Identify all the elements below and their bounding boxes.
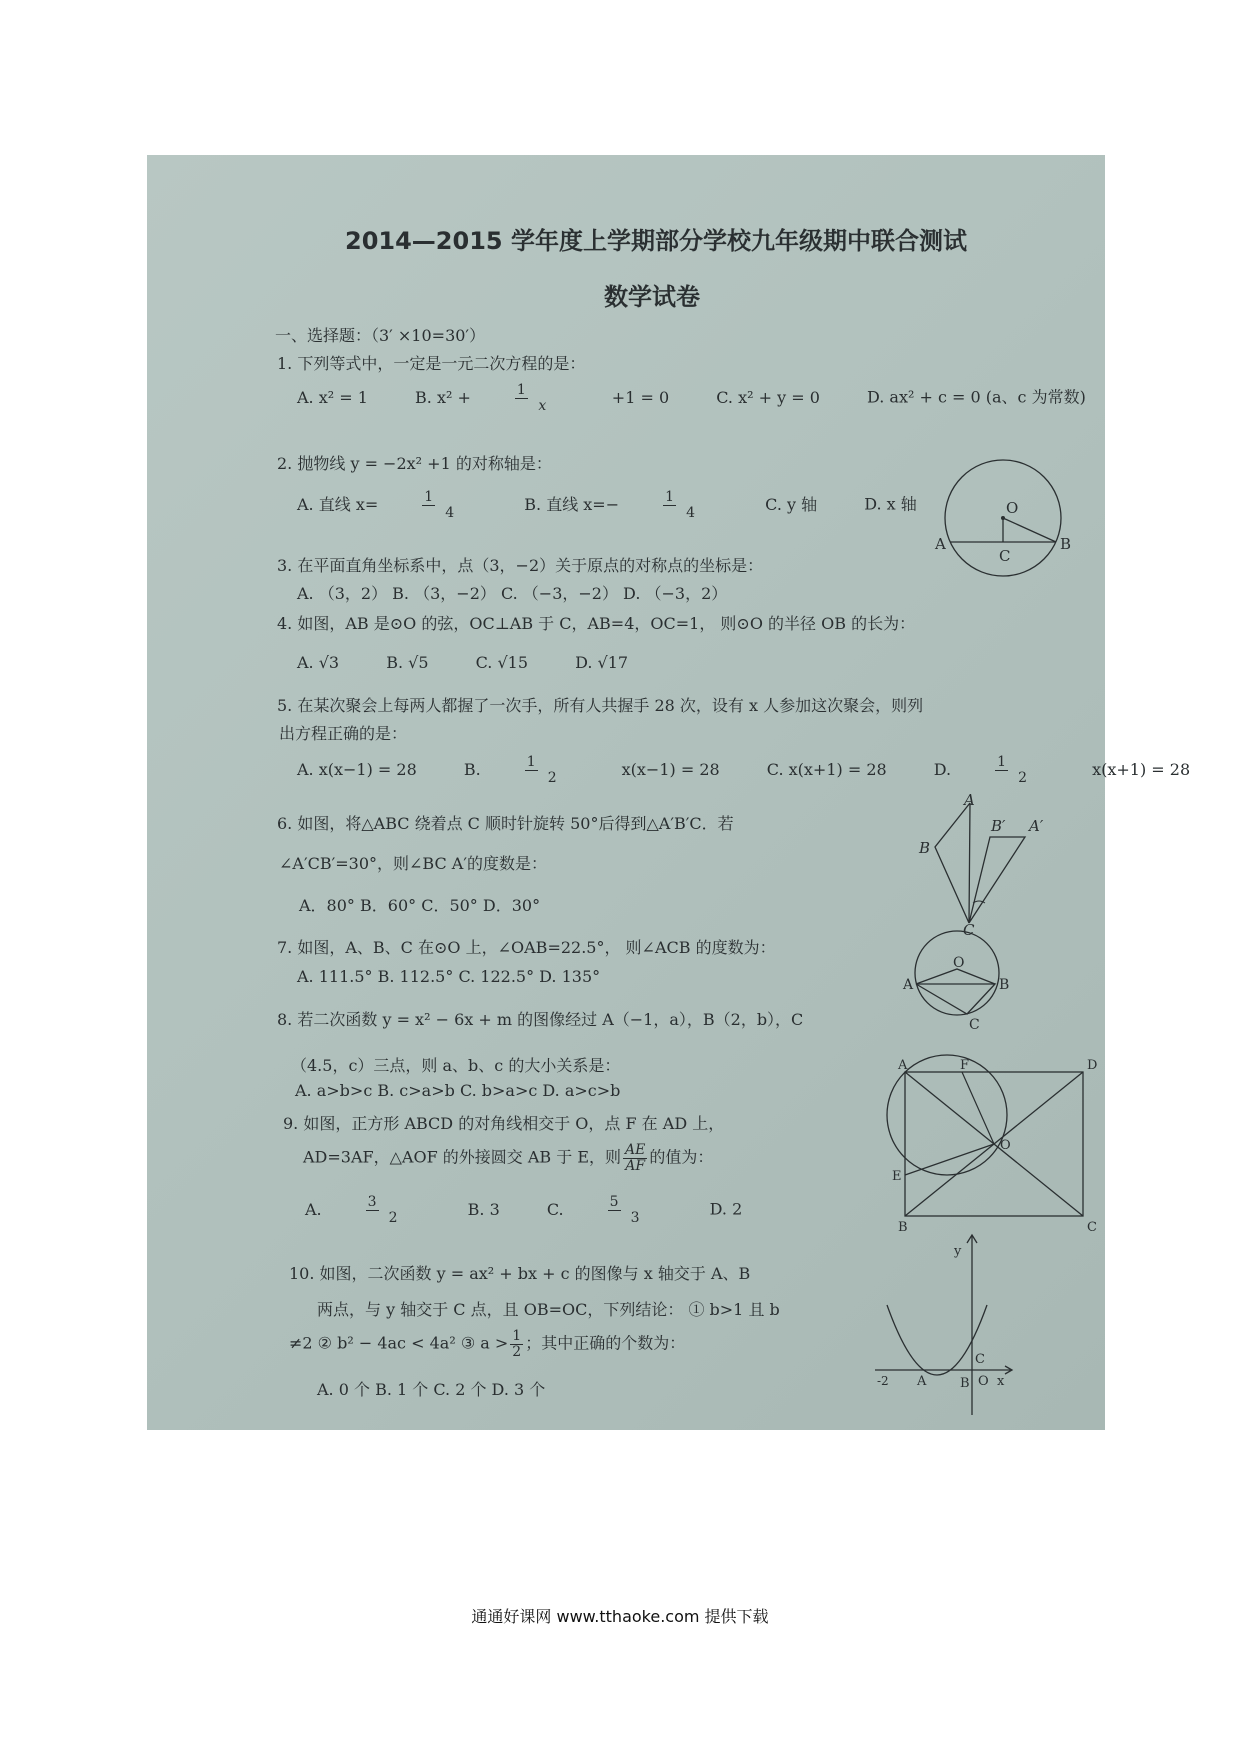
label-b-prime: B′ — [991, 817, 1006, 835]
q1-options — [297, 383, 1086, 413]
circle-o — [915, 931, 999, 1015]
segment-eo — [905, 1144, 994, 1175]
q9-option-c: C. $\frac{5}{3}$ — [547, 1200, 663, 1219]
q4-stem: 4. 如图，AB 是⊙O 的弦，OC⊥AB 于 C，AB=4，OC=1， 则⊙O 的半径 OB 的长为： — [277, 614, 916, 633]
q5-option-a: A. x(x−1) = 28 — [297, 759, 417, 779]
q10-stem-line2: 两点，与 y 轴交于 C 点，且 OB=OC，下列结论： ① b>1 且 b — [317, 1300, 780, 1319]
q5-stem-line1: 5. 在某次聚会上每两人都握了一次手，所有人共握手 28 次，设有 x 人参加这次聚会，则列 — [277, 696, 924, 715]
label-a: A — [903, 977, 914, 993]
q5-options — [297, 755, 1190, 785]
center-point — [1001, 516, 1005, 520]
label-a: A — [964, 791, 975, 809]
label-o: O — [1006, 499, 1019, 517]
q3-stem: 3. 在平面直角坐标系中，点（3，−2）关于原点的对称点的坐标是： — [277, 556, 764, 575]
exam-title: 2014—2015 学年度上学期部分学校九年级期中联合测试 — [345, 227, 967, 255]
label-b: B — [1060, 535, 1072, 553]
q1-stem: 1. 下列等式中，一定是一元二次方程的是： — [277, 354, 586, 373]
label-c: C — [963, 921, 975, 939]
label-f: F — [960, 1058, 970, 1073]
exam-paper-photo — [147, 155, 1191, 1430]
triangle-abc — [935, 803, 970, 923]
q7-options: A. 111.5° B. 112.5° C. 122.5° D. 135° — [297, 967, 601, 986]
q3-options: A. （3，2） B. （3，−2） C. （−3，−2） D. （−3，2） — [297, 584, 728, 603]
q9-option-a: A. $\frac{3}{2}$ — [305, 1200, 421, 1219]
label-a-prime: A′ — [1029, 817, 1044, 835]
fraction: $\frac{3}{2}$ — [367, 1194, 398, 1226]
label-c: C — [975, 1352, 985, 1367]
segment-ob — [1003, 518, 1056, 542]
q5-stem-line2: 出方程正确的是： — [279, 724, 408, 743]
q6-stem-line1: 6. 如图，将△ABC 绕着点 C 顺时针旋转 50°后得到△A′B′C．若 — [277, 814, 734, 833]
figure-q7-circle — [887, 925, 1017, 1035]
radii-oa-ob — [916, 969, 995, 984]
label-y: y — [954, 1244, 962, 1259]
label-a: A — [935, 535, 946, 553]
q8-stem-line2: （4.5，c）三点，则 a、b、c 的大小关系是： — [291, 1056, 621, 1075]
q10-options: A. 0 个 B. 1 个 C. 2 个 D. 3 个 — [317, 1380, 546, 1399]
q9-stem-line2: AD=3AF，△AOF 的外接圆交 AB 于 E，则 $\frac{AE}{AF}$ 的值为： — [303, 1142, 714, 1174]
q1-option-a: A. x² = 1 — [297, 387, 368, 407]
figure-q10-parabola — [867, 1235, 1017, 1420]
figure-q4-circle-chord — [907, 455, 1097, 585]
q4-option-a: A. √3 — [297, 653, 340, 672]
label-e: E — [892, 1169, 902, 1184]
q10-stem-line3: ≠2 ② b² − 4ac < 4a² ③ a > $\frac{1}{2}$ ；其中正确的个数为： — [289, 1328, 686, 1360]
q2-option-c: C. y 轴 — [765, 494, 818, 514]
fraction: $\frac{1}{x}$ — [516, 382, 547, 414]
q7-stem: 7. 如图，A、B、C 在⊙O 上，∠OAB=22.5°， 则∠ACB 的度数为： — [277, 938, 776, 957]
label-a: A — [917, 1374, 927, 1389]
label-o: O — [953, 955, 965, 971]
fraction: $\frac{1}{2}$ — [526, 754, 557, 786]
label-c: C — [969, 1017, 980, 1033]
q2-option-a: A. 直线 x= $\frac{1}{4}$ — [297, 495, 477, 514]
label-b: B — [919, 839, 931, 857]
q1-option-b: B. x² + $\frac{1}{x}$ +1 = 0 — [415, 382, 670, 414]
label-b: B — [999, 977, 1010, 993]
q2-option-b: B. 直线 x=− $\frac{1}{4}$ — [524, 495, 718, 514]
q5-option-b: B. $\frac{1}{2}$ x(x−1) = 28 — [463, 754, 720, 786]
q6-stem-line2: ∠A′CB′=30°，则∠BC A′的度数是： — [279, 854, 547, 873]
fraction: $\frac{1}{2}$ — [997, 754, 1028, 786]
q1-option-c: C. x² + y = 0 — [716, 387, 820, 407]
q4-option-d: D. √17 — [575, 653, 629, 672]
figure-q6-rotation — [867, 791, 1047, 939]
q1-option-d: D. ax² + c = 0 (a、c 为常数) — [866, 387, 1086, 407]
label-neg-two: -2 — [877, 1374, 889, 1388]
label-c: C — [999, 547, 1011, 565]
exam-subtitle: 数学试卷 — [604, 283, 700, 311]
fraction: $\frac{1}{4}$ — [665, 489, 696, 521]
q9-option-d: D. 2 — [709, 1199, 743, 1219]
segment-fo — [962, 1072, 994, 1144]
q2-stem: 2. 抛物线 y = −2x² +1 的对称轴是： — [277, 454, 552, 473]
q9-options — [305, 1195, 742, 1225]
q2-option-d: D. x 轴 — [864, 494, 917, 514]
q10-stem-line1: 10. 如图，二次函数 y = ax² + bx + c 的图像与 x 轴交于 A、B — [289, 1264, 751, 1283]
label-o: O — [1000, 1138, 1011, 1153]
label-b: B — [960, 1376, 970, 1391]
label-b: B — [898, 1220, 908, 1235]
q4-options — [297, 653, 628, 672]
label-d: D — [1087, 1058, 1098, 1073]
section-heading: 一、选择题：（3′ ×10=30′） — [275, 326, 486, 345]
q9-stem-line1: 9. 如图，正方形 ABCD 的对角线相交于 O，点 F 在 AD 上， — [283, 1114, 725, 1133]
fraction: $\frac{5}{3}$ — [609, 1194, 640, 1226]
label-a: A — [898, 1058, 908, 1073]
triangle-a2b2c — [969, 837, 1025, 923]
q2-options — [297, 490, 917, 520]
figure-q9-square — [862, 1055, 1107, 1235]
label-o: O — [978, 1374, 989, 1389]
q8-stem-line1: 8. 若二次函数 y = x² − 6x + m 的图像经过 A（−1，a），B（2，b），C — [277, 1010, 804, 1029]
footer-source-note: 通通好课网 www.tthaoke.com 提供下载 — [471, 1607, 769, 1626]
fraction: $\frac{1}{4}$ — [424, 489, 455, 521]
q4-option-c: C. √15 — [475, 653, 529, 672]
q9-option-b: B. 3 — [467, 1199, 500, 1219]
triangle-abc — [916, 984, 995, 1014]
q4-option-b: B. √5 — [386, 653, 429, 672]
q6-options: A．80° B．60° C．50° D．30° — [299, 896, 541, 915]
label-c: C — [1087, 1220, 1097, 1235]
fraction: $\frac{AE}{AF}$ — [625, 1142, 646, 1174]
q5-option-d: D. $\frac{1}{2}$ x(x+1) = 28 — [933, 754, 1191, 786]
q8-options: A. a>b>c B. c>a>b C. b>a>c D. a>c>b — [295, 1081, 621, 1100]
label-x: x — [997, 1374, 1005, 1389]
q5-option-c: C. x(x+1) = 28 — [766, 759, 887, 779]
fraction: $\frac{1}{2}$ — [512, 1328, 522, 1360]
